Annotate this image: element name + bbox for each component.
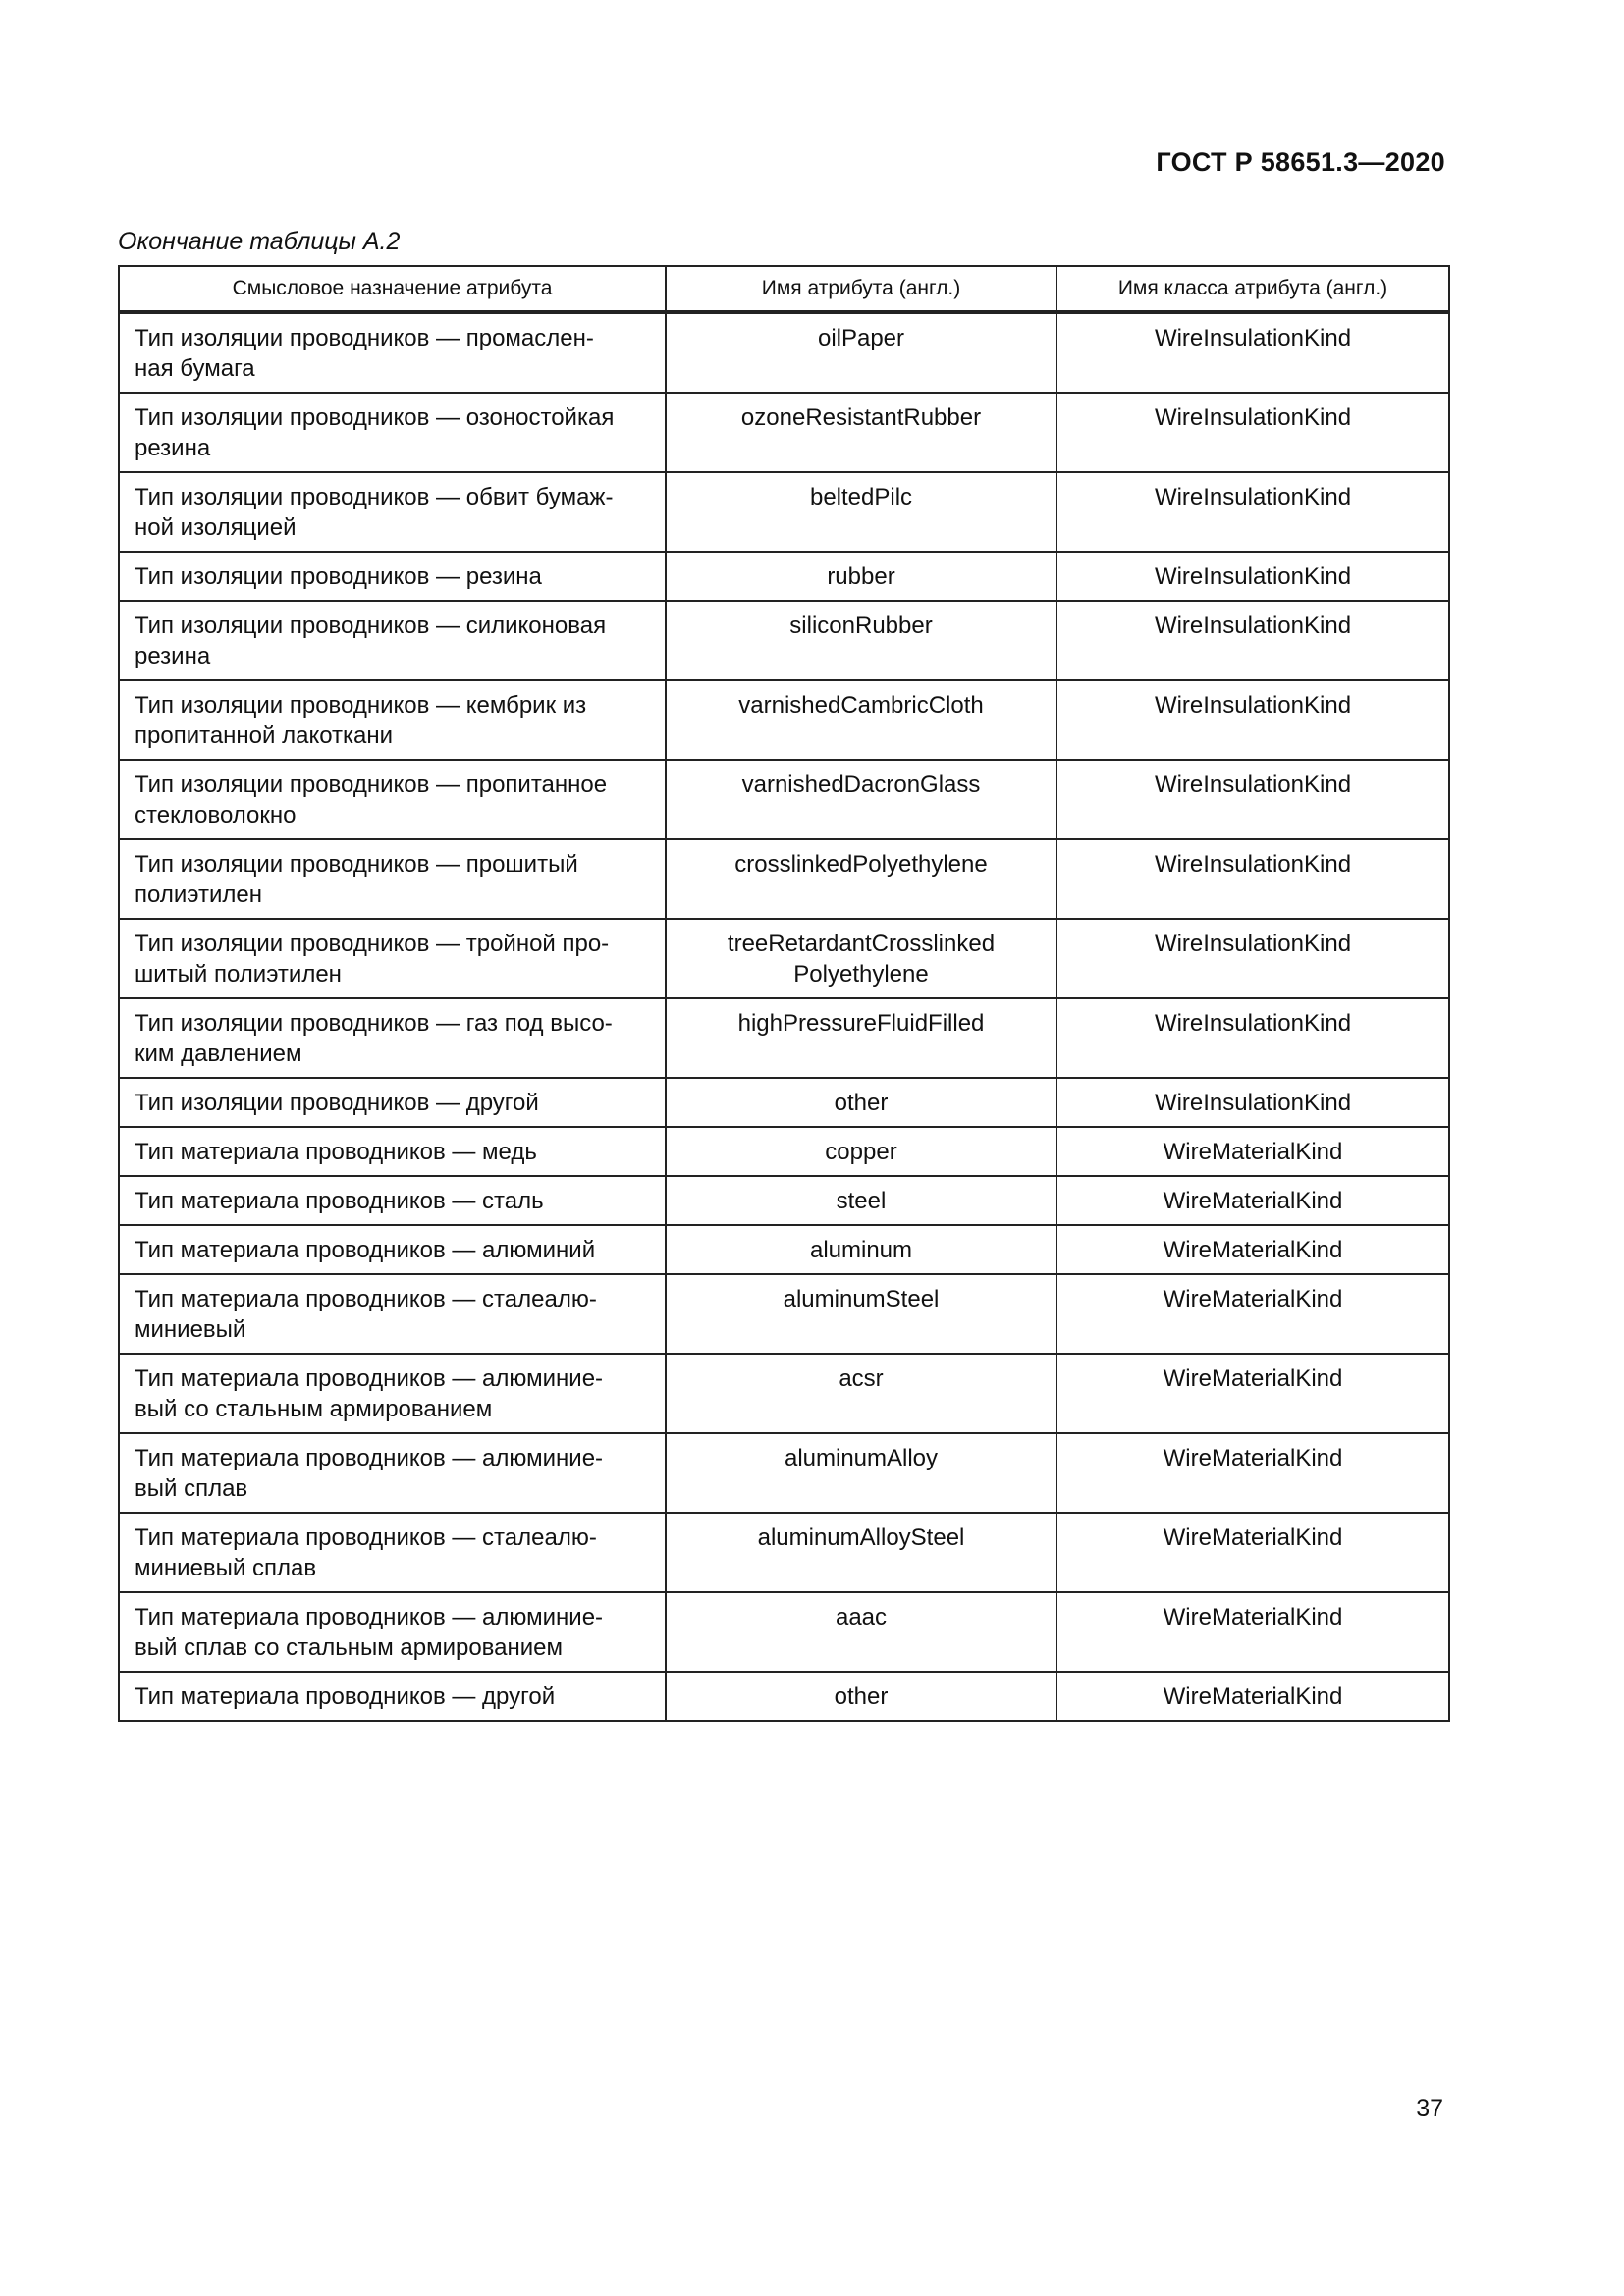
cell-semantic-purpose: Тип материала проводников — алюминий [119,1225,666,1274]
table-row [119,1513,1449,1592]
cell-semantic-purpose: Тип материала проводников — сталеалю- миниевый [119,1274,666,1354]
table-row [119,472,1449,552]
cell-attribute-name: aluminumSteel [666,1274,1056,1354]
cell-attribute-name: rubber [666,552,1056,601]
cell-semantic-purpose: Тип изоляции проводников — пропитанное стекловолокно [119,760,666,839]
cell-attribute-class: WireInsulationKind [1056,601,1449,680]
table-caption: Окончание таблицы А.2 [118,228,401,255]
table-body [119,312,1449,1721]
cell-attribute-name: oilPaper [666,312,1056,393]
table-row [119,1225,1449,1274]
table-row [119,312,1449,393]
table-row [119,998,1449,1078]
cell-semantic-purpose: Тип изоляции проводников — другой [119,1078,666,1127]
cell-attribute-class: WireInsulationKind [1056,760,1449,839]
cell-attribute-class: WireInsulationKind [1056,839,1449,919]
header-semantic-purpose: Смысловое назначение атрибута [119,266,666,312]
table-row [119,1672,1449,1721]
table-row [119,1592,1449,1672]
cell-semantic-purpose: Тип материала проводников — другой [119,1672,666,1721]
cell-semantic-purpose: Тип изоляции проводников — прошитый полиэтилен [119,839,666,919]
table-row [119,760,1449,839]
cell-attribute-class: WireMaterialKind [1056,1127,1449,1176]
cell-attribute-class: WireInsulationKind [1056,680,1449,760]
table-row [119,601,1449,680]
cell-semantic-purpose: Тип материала проводников — сталь [119,1176,666,1225]
cell-semantic-purpose: Тип материала проводников — алюминие- вый сплав со стальным армированием [119,1592,666,1672]
cell-attribute-name: siliconRubber [666,601,1056,680]
cell-semantic-purpose: Тип изоляции проводников — обвит бумаж- ной изоляцией [119,472,666,552]
cell-attribute-class: WireMaterialKind [1056,1513,1449,1592]
cell-attribute-name: acsr [666,1354,1056,1433]
cell-semantic-purpose: Тип изоляции проводников — кембрик из пропитанной лакоткани [119,680,666,760]
cell-attribute-name: steel [666,1176,1056,1225]
cell-attribute-name: copper [666,1127,1056,1176]
cell-semantic-purpose: Тип материала проводников — алюминие- вый сплав [119,1433,666,1513]
cell-attribute-class: WireMaterialKind [1056,1274,1449,1354]
table-row [119,1274,1449,1354]
attribute-table [118,265,1450,1722]
cell-attribute-name: aluminum [666,1225,1056,1274]
cell-semantic-purpose: Тип изоляции проводников — резина [119,552,666,601]
cell-attribute-class: WireMaterialKind [1056,1176,1449,1225]
cell-attribute-class: WireInsulationKind [1056,312,1449,393]
cell-semantic-purpose: Тип изоляции проводников — тройной про- шитый полиэтилен [119,919,666,998]
table-row [119,1433,1449,1513]
cell-attribute-class: WireMaterialKind [1056,1592,1449,1672]
cell-attribute-class: WireInsulationKind [1056,472,1449,552]
table-row [119,552,1449,601]
cell-semantic-purpose: Тип материала проводников — медь [119,1127,666,1176]
cell-attribute-class: WireInsulationKind [1056,998,1449,1078]
page-number: 37 [1416,2095,1443,2122]
cell-attribute-class: WireMaterialKind [1056,1433,1449,1513]
cell-attribute-name: aluminumAlloySteel [666,1513,1056,1592]
table-header-row [119,266,1449,312]
cell-attribute-class: WireMaterialKind [1056,1354,1449,1433]
cell-semantic-purpose: Тип изоляции проводников — озоностойкая резина [119,393,666,472]
cell-attribute-class: WireMaterialKind [1056,1672,1449,1721]
table-row [119,680,1449,760]
header-attribute-class: Имя класса атрибута (англ.) [1056,266,1449,312]
table-row [119,1354,1449,1433]
document-designation: ГОСТ Р 58651.3—2020 [1156,147,1445,177]
cell-attribute-name: aaac [666,1592,1056,1672]
cell-attribute-class: WireInsulationKind [1056,1078,1449,1127]
table-row [119,1127,1449,1176]
cell-attribute-class: WireInsulationKind [1056,552,1449,601]
header-attribute-name: Имя атрибута (англ.) [666,266,1056,312]
cell-attribute-class: WireInsulationKind [1056,919,1449,998]
table-row [119,1176,1449,1225]
cell-attribute-name: highPressureFluidFilled [666,998,1056,1078]
cell-semantic-purpose: Тип изоляции проводников — газ под высо- ким давлением [119,998,666,1078]
cell-semantic-purpose: Тип изоляции проводников — промаслен- ная бумага [119,312,666,393]
table-row [119,919,1449,998]
cell-semantic-purpose: Тип изоляции проводников — силиконовая резина [119,601,666,680]
cell-attribute-name: varnishedDacronGlass [666,760,1056,839]
table-row [119,393,1449,472]
table-row [119,839,1449,919]
cell-semantic-purpose: Тип материала проводников — алюминие- вый со стальным армированием [119,1354,666,1433]
cell-semantic-purpose: Тип материала проводников — сталеалю- миниевый сплав [119,1513,666,1592]
cell-attribute-name: aluminumAlloy [666,1433,1056,1513]
cell-attribute-class: WireInsulationKind [1056,393,1449,472]
cell-attribute-class: WireMaterialKind [1056,1225,1449,1274]
cell-attribute-name: ozoneResistantRubber [666,393,1056,472]
cell-attribute-name: treeRetardantCrosslinked Polyethylene [666,919,1056,998]
cell-attribute-name: crosslinkedPolyethylene [666,839,1056,919]
cell-attribute-name: beltedPilc [666,472,1056,552]
table-row [119,1078,1449,1127]
cell-attribute-name: other [666,1078,1056,1127]
cell-attribute-name: other [666,1672,1056,1721]
cell-attribute-name: varnishedCambricCloth [666,680,1056,760]
